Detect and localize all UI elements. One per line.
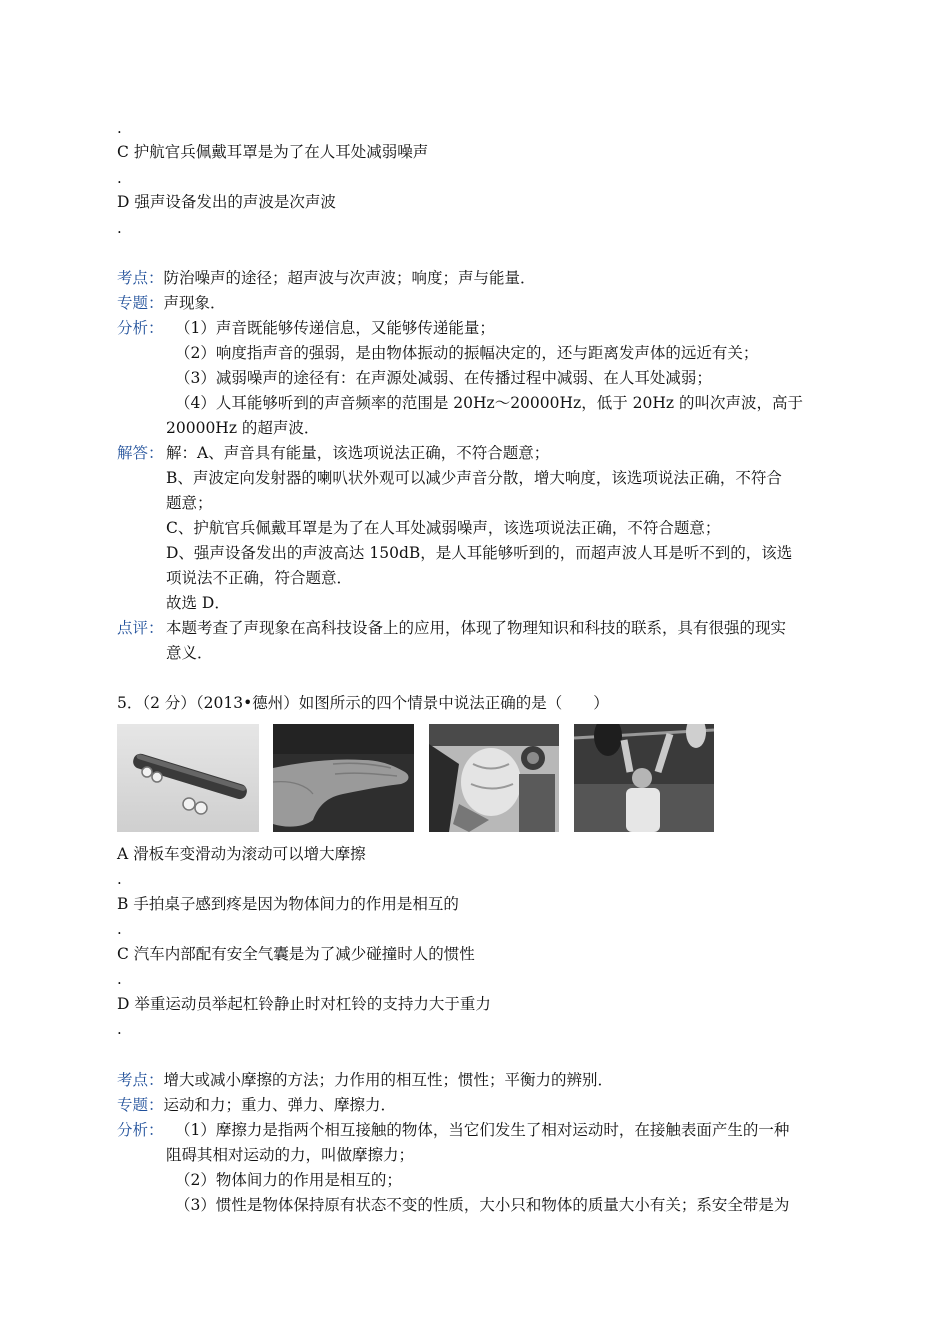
q4-zhuanti-label: 专题： — [117, 294, 164, 312]
q5-fenxi-line: （1）摩擦力是指两个相互接触的物体，当它们发生了相对运动时，在接触表面产生的一种 — [175, 1121, 790, 1139]
q4-dianping-line: 意义． — [166, 644, 213, 662]
q4-fenxi-line: （3）减弱噪声的途径有：在声源处减弱、在传播过程中减弱、在人耳处减弱； — [175, 369, 712, 387]
q4-dot-1: . — [117, 119, 122, 137]
q4-kaodian-text: 防治噪声的途径；超声波与次声波；响度；声与能量． — [163, 269, 536, 287]
q4-fenxi-line: 20000Hz 的超声波． — [166, 419, 320, 437]
q4-jieda-line: 题意； — [166, 494, 213, 512]
q4-zhuanti-text: 声现象． — [163, 294, 226, 312]
q4-fenxi-label: 分析： — [117, 319, 164, 337]
q5-fenxi-line: 阻碍其相对运动的力，叫做摩擦力； — [166, 1146, 415, 1164]
q4-dianping-line: 本题考查了声现象在高科技设备上的应用，体现了物理知识和科技的联系，具有很强的现实 — [166, 619, 787, 637]
q4-jieda-label: 解答： — [117, 444, 164, 462]
q4-dianping-label: 点评： — [117, 619, 164, 637]
weightlifter-photo — [574, 724, 714, 832]
q5-zhuanti-label: 专题： — [117, 1096, 164, 1114]
q4-kaodian-row — [117, 268, 536, 288]
q4-dot-2: . — [117, 169, 122, 187]
q4-jieda-line: B、声波定向发射器的喇叭状外观可以减少声音分散，增大响度，该选项说法正确，不符合 — [166, 469, 782, 487]
q5-kaodian-text: 增大或减小摩擦的方法；力作用的相互性；惯性；平衡力的辨别． — [163, 1071, 614, 1089]
q5-stem: 5．（2 分）（2013•德州）如图所示的四个情景中说法正确的是（ ） — [117, 694, 609, 712]
q5-dot-3: . — [117, 970, 122, 988]
q5-option-c: C 汽车内部配有安全气囊是为了减少碰撞时人的惯性 — [117, 945, 475, 963]
q4-zhuanti-row — [117, 293, 226, 313]
q5-dot-2: . — [117, 920, 122, 938]
q5-fenxi-label: 分析： — [117, 1121, 164, 1139]
hand-on-table-photo — [273, 724, 414, 832]
q5-option-a: A 滑板车变滑动为滚动可以增大摩擦 — [117, 845, 366, 863]
q4-jieda-line: D、强声设备发出的声波高达 150dB，是人耳能够听到的，而超声波人耳是听不到的，该选 — [166, 544, 793, 562]
skateboard-photo — [117, 724, 259, 832]
q5-kaodian-row — [117, 1070, 613, 1090]
q5-zhuanti-row — [117, 1095, 396, 1115]
q4-fenxi-line: （4）人耳能够听到的声音频率的范围是 20Hz～20000Hz，低于 20Hz 的叫次声波，高于 — [175, 394, 803, 412]
q5-option-b: B 手拍桌子感到疼是因为物体间力的作用是相互的 — [117, 895, 459, 913]
q4-jieda-line: 项说法不正确，符合题意． — [166, 569, 353, 587]
q5-dot-1: . — [117, 870, 122, 888]
q4-option-d: D 强声设备发出的声波是次声波 — [117, 193, 336, 211]
q4-option-c: C 护航官兵佩戴耳罩是为了在人耳处减弱噪声 — [117, 143, 429, 161]
q4-jieda-line: C、护航官兵佩戴耳罩是为了在人耳处减弱噪声，该选项说法正确，不符合题意； — [166, 519, 721, 537]
q5-option-d: D 举重运动员举起杠铃静止时对杠铃的支持力大于重力 — [117, 995, 491, 1013]
q4-dot-3: . — [117, 219, 122, 237]
q4-kaodian-label: 考点： — [117, 269, 164, 287]
q5-dot-4: . — [117, 1020, 122, 1038]
q5-fenxi-line: （3）惯性是物体保持原有状态不变的性质，大小只和物体的质量大小有关；系安全带是为 — [175, 1196, 790, 1214]
car-airbag-photo — [429, 724, 559, 832]
q4-fenxi-line: （2）响度指声音的强弱，是由物体振动的振幅决定的，还与距离发声体的远近有关； — [175, 344, 759, 362]
q5-kaodian-label: 考点： — [117, 1071, 164, 1089]
q4-fenxi-line: （1）声音既能够传递信息，又能够传递能量； — [175, 319, 495, 337]
q4-jieda-line: 解：A、声音具有能量，该选项说法正确，不符合题意； — [166, 444, 550, 462]
q5-zhuanti-text: 运动和力；重力、弹力、摩擦力． — [163, 1096, 397, 1114]
q5-fenxi-line: （2）物体间力的作用是相互的； — [175, 1171, 402, 1189]
q4-jieda-line: 故选 D． — [166, 594, 230, 612]
